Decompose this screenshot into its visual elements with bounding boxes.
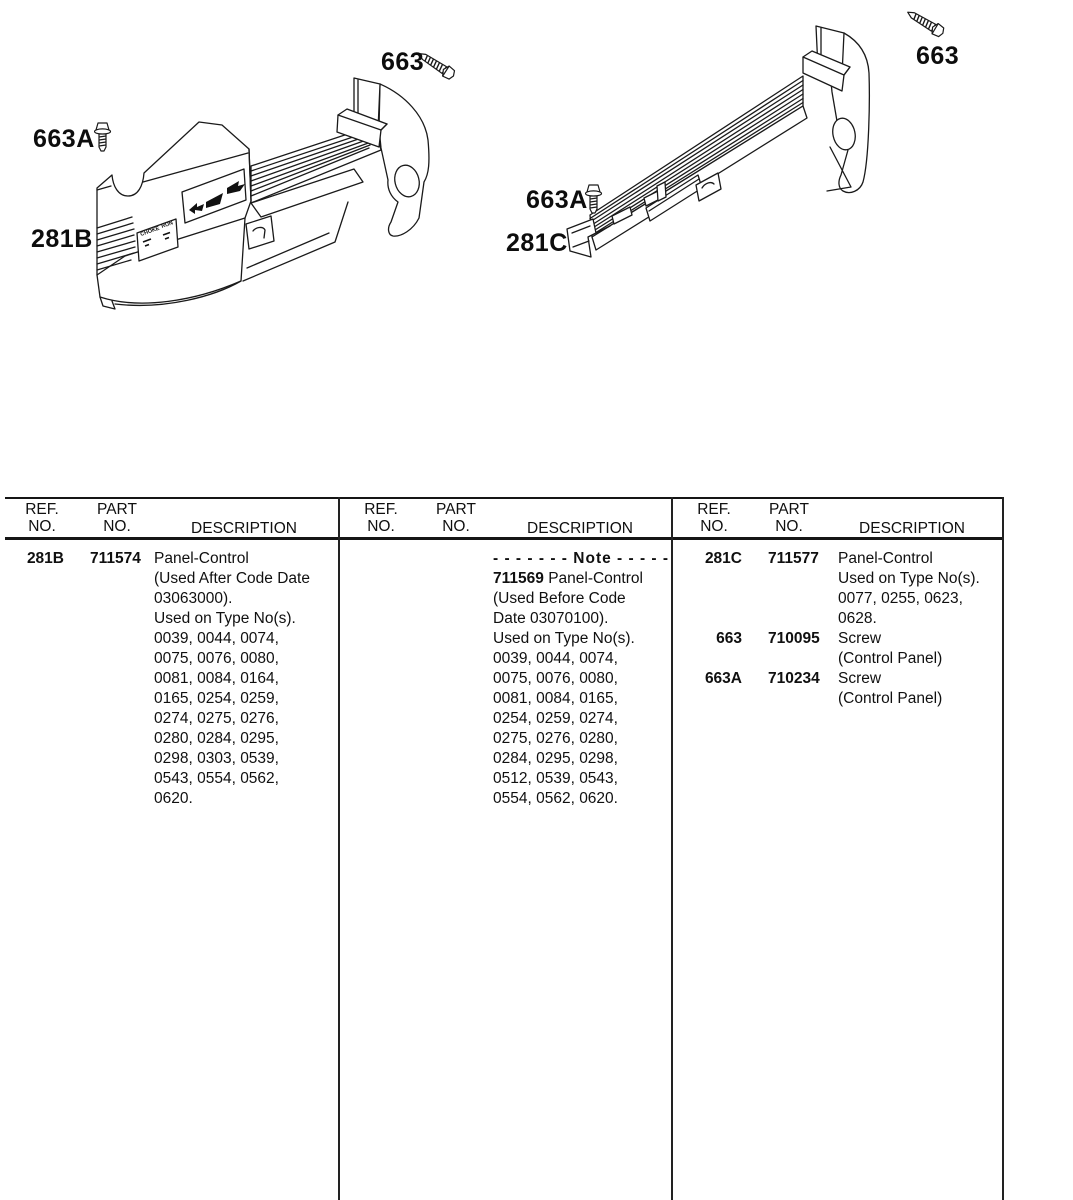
inline-part-no: 711569 — [493, 570, 544, 587]
part-no: 711577 — [768, 550, 819, 567]
table-column-1 — [0, 549, 338, 809]
table-header-col1 — [0, 501, 338, 537]
table-top-rule — [5, 497, 1003, 499]
header-ref: REF. — [364, 501, 398, 518]
description-line: 0075, 0076, 0080, — [493, 670, 618, 687]
table-column-3 — [672, 549, 1002, 709]
header-ref-no: NO. — [28, 518, 56, 535]
description-line: 0554, 0562, 0620. — [493, 790, 618, 807]
table-row — [339, 549, 671, 809]
description — [493, 549, 671, 809]
header-part: PART — [769, 501, 809, 518]
header-description: DESCRIPTION — [527, 520, 633, 537]
description-line: 0077, 0255, 0623, — [838, 590, 963, 607]
part-no: 711574 — [90, 550, 141, 567]
description-line: 0280, 0284, 0295, — [154, 730, 279, 747]
description-line: 0298, 0303, 0539, — [154, 750, 279, 767]
description-line: 0081, 0084, 0165, — [493, 690, 618, 707]
description — [838, 629, 1002, 669]
description-line: 711569 Panel-Control — [493, 570, 643, 587]
table-column-2 — [339, 549, 671, 809]
table-right-border — [1002, 497, 1004, 1200]
description-line: Screw — [838, 630, 882, 647]
description-line: Used on Type No(s). — [154, 610, 296, 627]
ref-no: 663 — [716, 630, 742, 647]
header-description: DESCRIPTION — [191, 520, 297, 537]
header-part: PART — [436, 501, 476, 518]
description-line: 0274, 0275, 0276, — [154, 710, 279, 727]
description-line: 03063000). — [154, 590, 233, 607]
ref-no: 281C — [704, 550, 742, 567]
description-line: (Used Before Code — [493, 590, 626, 607]
header-part-no: NO. — [775, 518, 803, 535]
description-line: Panel-Control — [154, 550, 249, 567]
panel-control-281c-drawing — [560, 10, 910, 280]
description-line: Used on Type No(s). — [838, 570, 980, 587]
description-line: 0081, 0084, 0164, — [154, 670, 279, 687]
table-header-col3 — [672, 501, 1002, 537]
description-line: 0284, 0295, 0298, — [493, 750, 618, 767]
ref-no: 663A — [704, 670, 742, 687]
table-header-col2 — [339, 501, 671, 537]
description-line: 0628. — [838, 610, 877, 627]
callout-281c: 281C — [506, 229, 568, 257]
description-line: (Used After Code Date — [154, 570, 310, 587]
callout-663-right: 663 — [916, 42, 960, 70]
ref-no: 281B — [26, 550, 64, 567]
description-line: 0275, 0276, 0280, — [493, 730, 618, 747]
table-row — [0, 549, 338, 809]
screw-663a-left-icon — [94, 122, 112, 156]
description — [154, 549, 338, 809]
part-no: 710234 — [768, 670, 820, 687]
description-line: 0512, 0539, 0543, — [493, 770, 618, 787]
table-row — [672, 669, 1002, 709]
header-description: DESCRIPTION — [859, 520, 965, 537]
header-ref-no: NO. — [700, 518, 728, 535]
description-line: 0254, 0259, 0274, — [493, 710, 618, 727]
note-heading: - - - - - - - Note - - - - - — [493, 550, 670, 567]
header-ref: REF. — [697, 501, 731, 518]
description-line: Used on Type No(s). — [493, 630, 635, 647]
description — [838, 669, 1002, 709]
callout-663-left: 663 — [381, 48, 425, 76]
choke-text: CHOKE — [139, 225, 161, 238]
description-line: 0039, 0044, 0074, — [493, 650, 618, 667]
callout-281b: 281B — [31, 225, 93, 253]
callout-663a-right: 663A — [526, 186, 588, 214]
description-line: Panel-Control — [838, 550, 933, 567]
callout-663a-left: 663A — [33, 125, 95, 153]
part-no: 710095 — [768, 630, 820, 647]
table-row — [672, 549, 1002, 629]
panel-control-281b-drawing — [85, 70, 445, 320]
description — [838, 549, 1002, 629]
description-line: (Control Panel) — [838, 690, 943, 707]
description-line: 0039, 0044, 0074, — [154, 630, 279, 647]
table-header-rule — [5, 537, 1003, 540]
header-ref: REF. — [25, 501, 59, 518]
description-line: 0543, 0554, 0562, — [154, 770, 279, 787]
description-line: (Control Panel) — [838, 650, 943, 667]
description-line: 0620. — [154, 790, 193, 807]
header-ref-no: NO. — [367, 518, 395, 535]
description-line: Screw — [838, 670, 882, 687]
description-line: Date 03070100). — [493, 610, 609, 627]
run-text: RUN — [160, 220, 174, 230]
description-line: 0075, 0076, 0080, — [154, 650, 279, 667]
header-part-no: NO. — [442, 518, 470, 535]
description-line: 0165, 0254, 0259, — [154, 690, 279, 707]
table-row — [672, 629, 1002, 669]
header-part-no: NO. — [103, 518, 131, 535]
header-part: PART — [97, 501, 137, 518]
